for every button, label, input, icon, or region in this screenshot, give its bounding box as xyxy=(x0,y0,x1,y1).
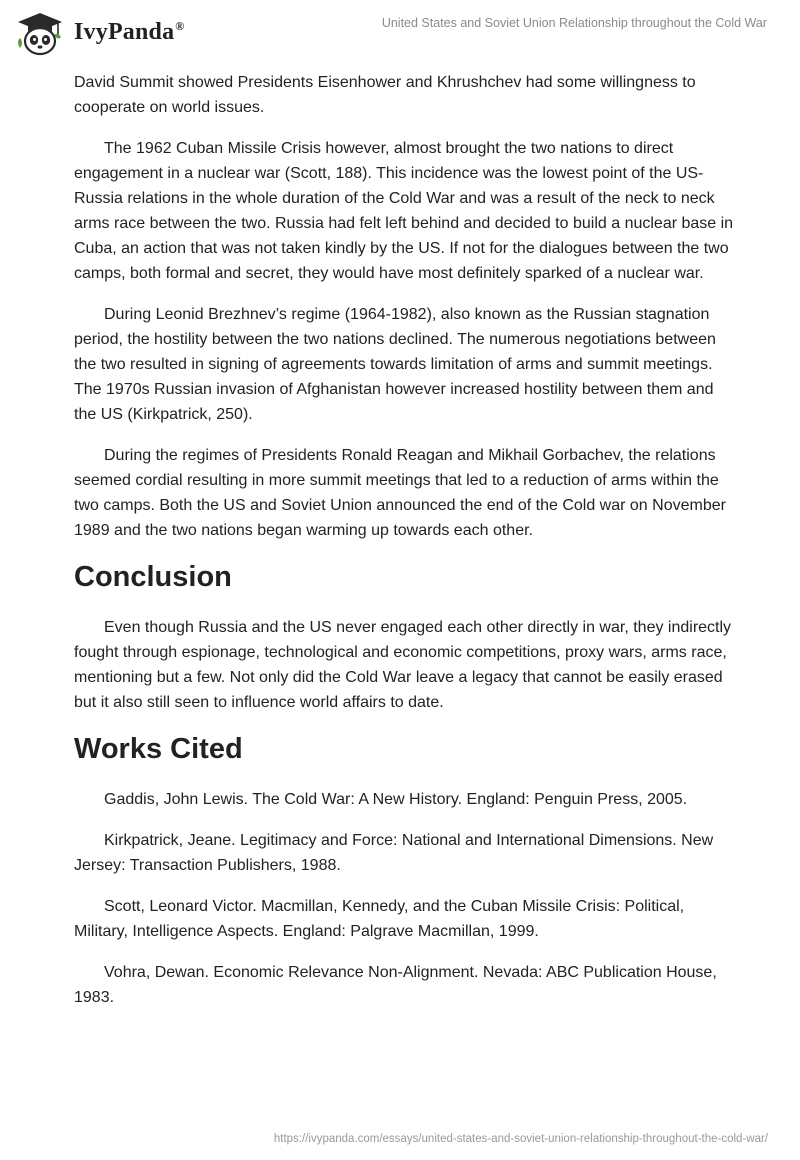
works-cited-heading: Works Cited xyxy=(74,733,243,765)
citation-scott: Scott, Leonard Victor. Macmillan, Kennedy, and the Cuban Missile Crisis: Political, Military, Intelligence Aspects. England: Palgrave Macmillan, 1999. xyxy=(74,898,685,940)
brand-name: IvyPanda® xyxy=(74,18,185,45)
ivypanda-logo[interactable] xyxy=(14,8,184,56)
essay-content xyxy=(74,70,734,1026)
paragraph-brezhnev: During Leonid Brezhnev’s regime (1964-1982), also known as the Russian stagnation period, the hostility between the two nations declined. The numerous negotiations between the two resulted in signing of agreements towards limitation of arms and summit meetings. The 1970s Russian invasion of Afghanistan however increased hostility between them and the US (Kirkpatrick, 250). xyxy=(74,306,716,423)
paragraph-reagan-gorbachev: During the regimes of Presidents Ronald Reagan and Mikhail Gorbachev, the relations seemed cordial resulting in more summit meetings that led to a reduction of arms within the two camps. Both the US and Soviet Union announced the end of the Cold war on November 1989 and the two nations began warming up towards each other. xyxy=(74,447,726,539)
paragraph-summit: David Summit showed Presidents Eisenhower and Khrushchev had some willingness to cooperate on world issues. xyxy=(74,74,696,116)
document-title: United States and Soviet Union Relationship throughout the Cold War xyxy=(381,16,767,30)
citation-kirkpatrick: Kirkpatrick, Jeane. Legitimacy and Force: National and International Dimensions. New Jersey: Transaction Publishers, 1988. xyxy=(74,832,714,874)
citation-gaddis: Gaddis, John Lewis. The Cold War: A New History. England: Penguin Press, 2005. xyxy=(104,791,688,808)
registered-mark: ® xyxy=(175,18,185,33)
citation-vohra: Vohra, Dewan. Economic Relevance Non-Alignment. Nevada: ABC Publication House, 1983. xyxy=(74,964,717,1006)
conclusion-heading: Conclusion xyxy=(74,561,232,593)
source-url[interactable]: https://ivypanda.com/essays/united-states-and-soviet-union-relationship-throughout-the-cold-war/ xyxy=(273,1133,768,1145)
conclusion-paragraph: Even though Russia and the US never engaged each other directly in war, they indirectly fought through espionage, technological and economic competitions, proxy wars, arms race, mentioning but a few. Not only did the Cold War leave a legacy that cannot be easily erased but it also still seen to influence world affairs to date. xyxy=(74,619,732,711)
panda-graduation-cap-icon xyxy=(14,8,66,56)
paragraph-cuban-missile-crisis: The 1962 Cuban Missile Crisis however, almost brought the two nations to direct engagement in a nuclear war (Scott, 188). This incidence was the lowest point of the US- Russia relations in the whole duration of the Cold War and was a result of the neck to neck arms race between the two. Russia had felt left behind and decided to build a nuclear base in Cuba, an action that was not taken kindly by the US. If not for the dialogues between the two camps, both formal and secret, they would have most definitely sparked of a nuclear war. xyxy=(74,140,734,282)
page-header xyxy=(0,0,800,60)
